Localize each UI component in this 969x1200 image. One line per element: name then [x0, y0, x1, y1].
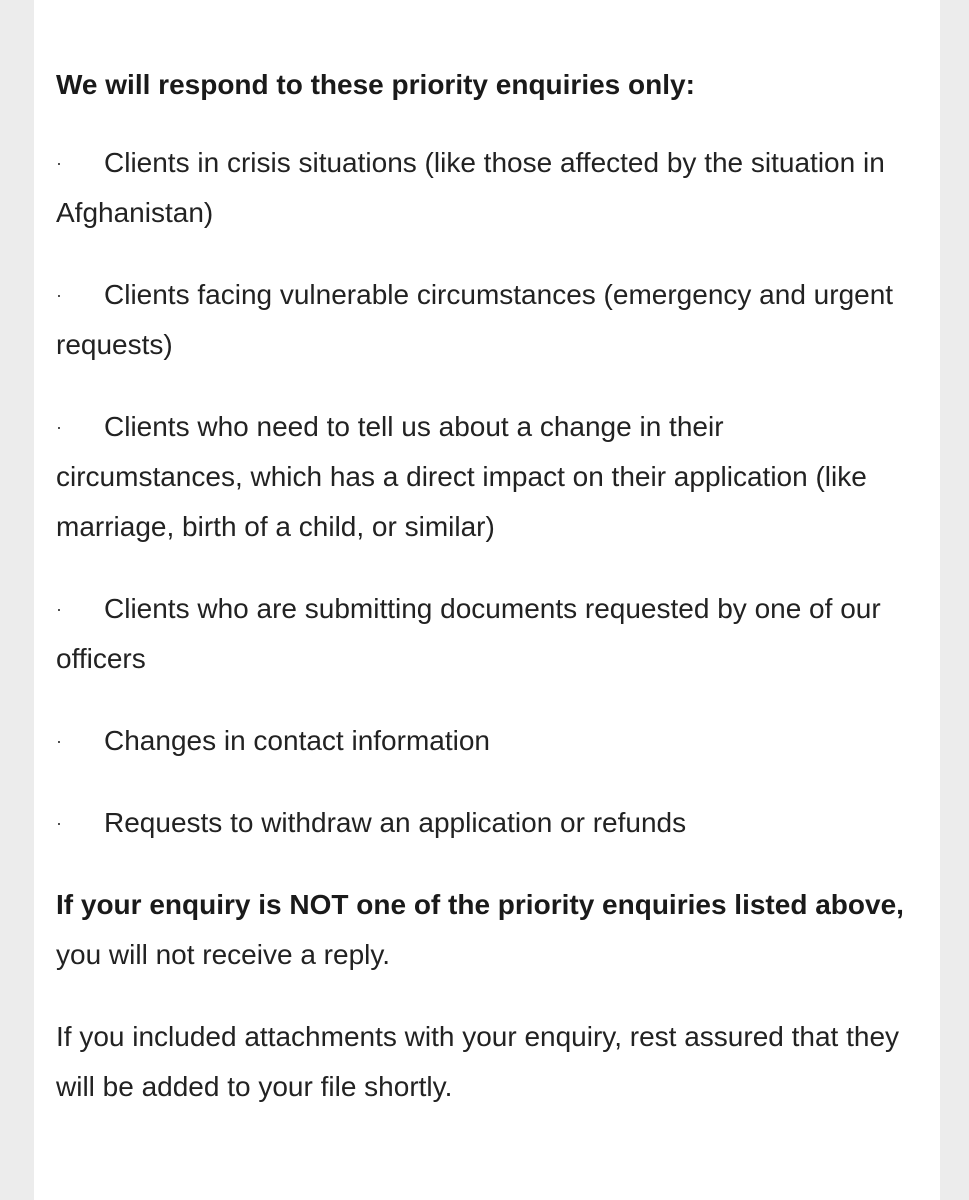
bullet-dot-icon: ·: [56, 153, 62, 173]
list-item: [56, 402, 910, 552]
list-item: [56, 584, 910, 684]
attachments-note: If you included attachments with your enquiry, rest assured that they will be added to your file shortly.: [56, 1021, 900, 1102]
notice-bold-text: If your enquiry is NOT one of the priority enquiries listed above,: [56, 889, 904, 920]
list-item: [56, 270, 910, 370]
bullet-dot-icon: ·: [56, 813, 62, 833]
list-item-text: Clients facing vulnerable circumstances (emergency and urgent requests): [56, 279, 894, 360]
list-item-text: Clients in crisis situations (like those affected by the situation in Afghanistan): [56, 147, 885, 228]
list-item-text: Clients who need to tell us about a change in their circumstances, which has a direct impact on their application (like marriage, birth of a child, or similar): [56, 411, 867, 542]
bullet-dot-icon: ·: [56, 599, 62, 619]
list-item-text: Changes in contact information: [104, 725, 490, 756]
list-item: [56, 138, 910, 238]
bullet-dot-icon: ·: [56, 285, 62, 305]
bullet-dot-icon: ·: [56, 417, 62, 437]
priority-heading: We will respond to these priority enquiries only:: [56, 69, 695, 100]
no-reply-notice: [56, 880, 910, 980]
bullet-dot-icon: ·: [56, 731, 62, 751]
list-item: [56, 798, 910, 848]
list-item: [56, 716, 910, 766]
list-item-text: Requests to withdraw an application or refunds: [104, 807, 687, 838]
message-card: [34, 0, 940, 1200]
list-item-text: Clients who are submitting documents requested by one of our officers: [56, 593, 881, 674]
notice-normal-text: you will not receive a reply.: [56, 939, 391, 970]
